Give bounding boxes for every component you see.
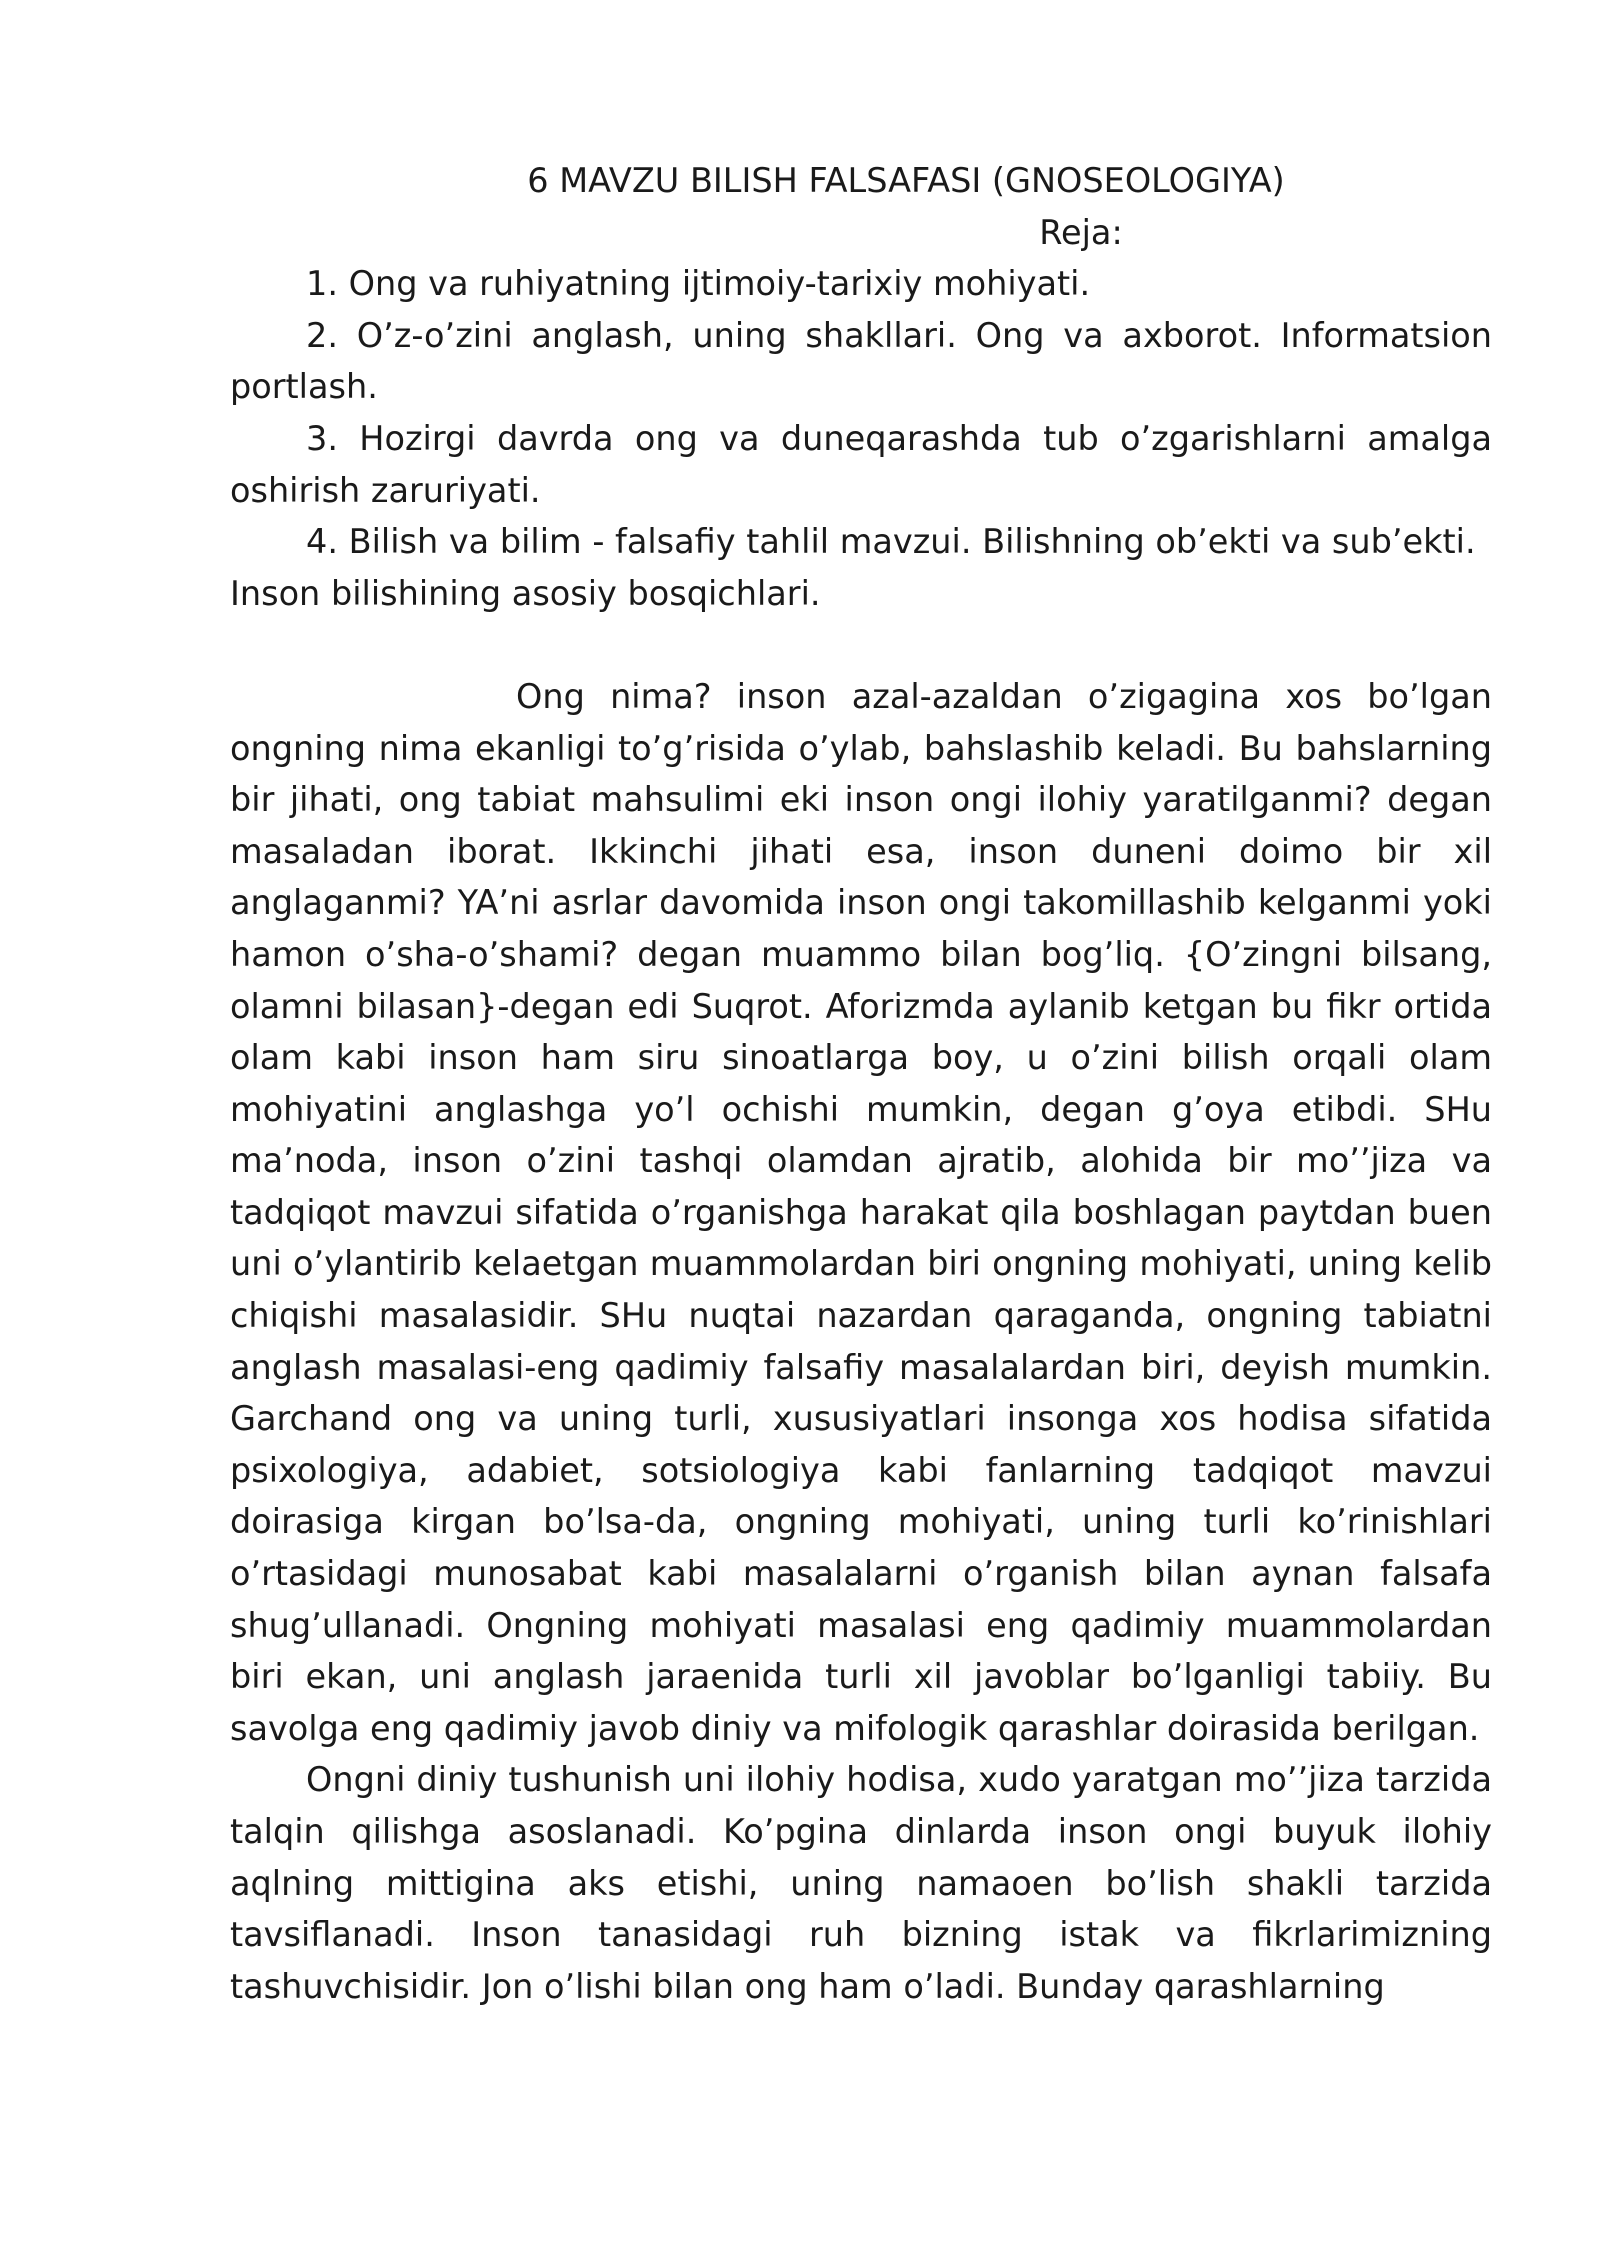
document-page (230, 155, 1492, 2012)
body-paragraph: Ongni diniy tushunish uni ilohiy hodisa, xudo yaratgan mo’’jiza tarzida talqin qilishga asoslanadi. Ko’pgina dinlarda inson ongi buyuk ilohiy aqlning mittigina aks etishi, uning namaoen bo’lish shakli tarzida tavsiflanadi. Inson tanasidagi ruh bizning istak va fikrlarimizning tashuvchisidir. Jon o’lishi bilan ong ham o’ladi. Bunday qarashlarning (230, 1760, 1492, 2006)
plan-item: 2. O’z-o’zini anglash, uning shakllari. Ong va axborot. Informatsion portlash. (230, 315, 1492, 407)
section-spacer (230, 619, 1492, 671)
plan-item: 1. Ong va ruhiyatning ijtimoiy-tarixiy mohiyati. (306, 264, 1091, 304)
plan-list (230, 258, 1492, 619)
document-title: 6 MAVZU BILISH FALSAFASI (GNOSEOLOGIYA) (527, 161, 1285, 200)
plan-item: 4. Bilish va bilim - falsafiy tahlil mavzui. Bilishning ob’ekti va sub’ekti. Inson bilishining asosiy bosqichlari. (230, 522, 1476, 613)
plan-item: 3. Hozirgi davrda ong va duneqarashda tub o’zgarishlarni amalga oshirish zaruriyati. (230, 418, 1492, 510)
plan-heading: Reja: (1039, 212, 1123, 252)
body-paragraph: Ong nima? inson azal-azaldan o’zigagina xos bo’lgan ongning nima ekanligi to’g’risida o’ylab, bahslashib keladi. Bu bahslarning bir jihati, ong tabiat mahsulimi eki inson ongi ilohiy yaratilganmi? degan masaladan iborat. Ikkinchi jihati esa, inson duneni doimo bir xil anglaganmi? YA’ni asrlar davomida inson ongi takomillashib kelganmi yoki hamon o’sha-o’shami? degan muammo bilan bog’liq. {O’zingni bilsang, olamni bilasan}-degan edi Suqrot. Aforizmda aylanib ketgan bu fikr ortida olam kabi inson ham siru sinoatlarga boy, u o’zini bilish orqali olam mohiyatini anglashga yo’l ochishi mumkin, degan g’oya etibdi. SHu ma’noda, inson o’zini tashqi olamdan ajratib, alohida bir mo’’jiza va tadqiqot mavzui sifatida o’rganishga harakat qila boshlagan paytdan buen uni o’ylantirib kelaetgan muammolardan biri ongning mohiyati, uning kelib chiqishi masalasidir. SHu nuqtai nazardan qaraganda, ongning tabiatni anglash masalasi-eng qadimiy falsafiy masalalardan biri, deyish mumkin. Garchand ong va uning turli, xususiyatlari insonga xos hodisa sifatida psixologiya, adabiet, sotsiologiya kabi fanlarning tadqiqot mavzui doirasiga kirgan bo’lsa-da, ongning mohiyati, uning turli ko’rinishlari o’rtasidagi munosabat kabi masalalarni o’rganish bilan aynan falsafa shug’ullanadi. Ongning mohiyati masalasi eng qadimiy muammolardan biri ekan, uni anglash jaraenida turli xil javoblar bo’lganligi tabiiy. Bu savolga eng qadimiy javob diniy va mifologik qarashlar doirasida berilgan. (230, 676, 1492, 1748)
